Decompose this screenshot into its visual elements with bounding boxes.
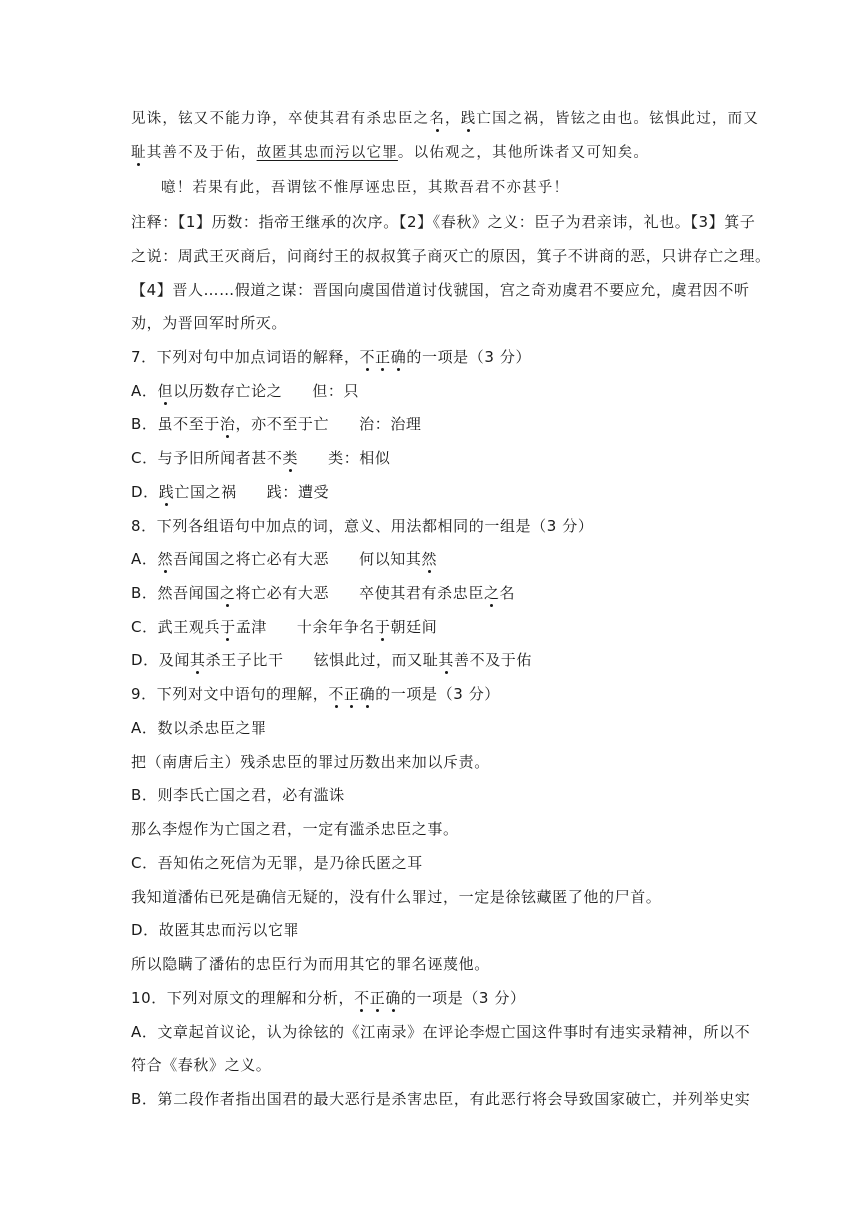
passage-paragraph-2: 噫！若果有此，吾谓铉不惟厚诬忠臣，其欺吾君不亦甚乎！ — [161, 180, 570, 196]
dotted-word: 治 — [219, 415, 236, 433]
option-text: 何以知其 — [359, 550, 422, 568]
option-gloss: 类：相似 — [328, 449, 391, 467]
notes-line-3: 【4】晋人……假道之谋：晋国向虞国借道讨伐虢国，宫之奇劝虞君不要应允，虞君因不听 — [131, 281, 750, 299]
option-text: 以历数存亡论之 — [173, 382, 283, 400]
question-9-option-c: C．吾知佑之死信为无罪，是乃徐氏匿之耳 — [131, 854, 423, 872]
option-text: 善不及于佑 — [454, 651, 533, 669]
option-text: 十余年争名 — [296, 618, 375, 636]
question-10-option-a-line-1: A．文章起首议论，认为徐铉的《江南录》在评论李煜亡国这件事时有违实录精神，所以不 — [131, 1023, 751, 1041]
notes-line-2: 之说：周武王灭商后，问商纣王的叔叔箕子商灭亡的原因，箕子不讲商的恶，只讲存亡之理。 — [131, 247, 771, 265]
option-text: 铉惧此过，而又耻 — [313, 651, 439, 669]
option-text: D． — [131, 483, 159, 501]
passage-text: ， — [445, 111, 461, 127]
dotted-word: 践 — [158, 483, 175, 501]
option-gloss: 但：只 — [312, 382, 360, 400]
question-7-stem — [131, 347, 741, 367]
dotted-word: 于 — [374, 618, 391, 636]
dotted-word: 不 — [354, 989, 370, 1007]
option-text: 亡国之祸 — [174, 483, 237, 501]
dotted-word: 确 — [359, 685, 376, 703]
dotted-word: 耻 — [131, 145, 147, 161]
notes-line-4: 劝，为晋回军时所灭。 — [131, 314, 288, 332]
option-text: 杀王子比干 — [205, 651, 284, 669]
question-9-option-a-explanation: 把（南唐后主）残杀忠臣的罪过历数出来加以斥责。 — [131, 753, 490, 771]
stem-text: 10．下列对原文的理解和分析， — [131, 989, 355, 1007]
question-9-option-c-explanation: 我知道潘佑已死是确信无疑的，没有什么罪过，一定是徐铉藏匿了他的尸首。 — [131, 888, 662, 906]
dotted-word: 践 — [460, 111, 477, 127]
option-text: 名 — [499, 584, 516, 602]
question-9-option-b-explanation: 那么李煜作为亡国之君，一定有滥杀忠臣之事。 — [131, 820, 459, 838]
option-text: A． — [131, 550, 158, 568]
question-8-option-b — [131, 583, 741, 603]
question-9-option-a: A．数以杀忠臣之罪 — [131, 719, 267, 737]
question-9-option-d-explanation: 所以隐瞒了潘佑的忠臣行为而用其它的罪名诬蔑他。 — [131, 955, 490, 973]
dotted-word: 于 — [220, 618, 236, 636]
option-text: B．然吾闻国 — [131, 584, 220, 602]
dotted-word: 其 — [438, 651, 454, 669]
passage-text: 。以佑观之，其他所诛者又可知矣。 — [397, 145, 650, 161]
dotted-word: 确 — [390, 348, 407, 366]
dotted-word: 但 — [157, 382, 174, 400]
dotted-word: 正 — [343, 685, 360, 703]
option-text: 将亡必有大恶 — [235, 584, 330, 602]
stem-text: 7．下列对句中加点词语的解释， — [131, 348, 360, 366]
option-text: B．虽不至于 — [131, 415, 220, 433]
dotted-word: 不 — [359, 348, 376, 366]
dotted-word: 不 — [328, 685, 344, 703]
option-text: 吾闻国之将亡必有大恶 — [173, 550, 330, 568]
question-8-stem: 8．下列各组语句中加点的词，意义、用法都相同的一组是（3 分） — [131, 517, 594, 535]
stem-text: 的一项是（3 分） — [375, 685, 500, 703]
passage-text: 亡国之祸，皆铉之由也。铉惧此过，而又 — [476, 111, 760, 127]
question-10-stem — [131, 988, 741, 1008]
option-text: ，亦不至于亡 — [235, 415, 330, 433]
option-text: C．武王观兵 — [131, 618, 221, 636]
question-10-option-b-line-1: B．第二段作者指出国君的最大恶行是杀害忠臣，有此恶行将会导致国家破亡，并列举史实 — [131, 1090, 751, 1108]
dotted-word: 正 — [375, 348, 391, 366]
dotted-word: 然 — [157, 550, 174, 568]
stem-text: 的一项是（3 分） — [400, 989, 526, 1007]
option-text: D．及闻 — [131, 651, 190, 669]
underlined-sentence: 故匿其忠而污以它罪 — [256, 145, 398, 161]
question-7-option-d — [131, 482, 741, 502]
passage-line-2 — [131, 143, 741, 163]
passage-line-1 — [131, 109, 760, 129]
question-9-option-d: D．故匿其忠而污以它罪 — [131, 921, 300, 939]
option-gloss: 践：遭受 — [266, 483, 330, 501]
question-7-option-b — [131, 414, 741, 434]
option-text: 卒使其君有杀忠臣 — [359, 584, 484, 602]
question-9-option-b: B．则李氏亡国之君，必有滥诛 — [131, 786, 345, 804]
dotted-word: 然 — [421, 550, 438, 568]
dotted-word: 名 — [429, 111, 446, 127]
passage-text: 见诛，铉又不能力诤，卒使其君有杀忠臣之 — [131, 111, 430, 127]
dotted-word: 正 — [369, 989, 386, 1007]
option-text: 朝廷间 — [390, 618, 438, 636]
stem-text: 的一项是（3 分） — [406, 348, 532, 366]
question-7-option-c — [131, 448, 741, 468]
dotted-word: 其 — [189, 651, 206, 669]
question-9-stem — [131, 684, 741, 704]
question-8-option-a — [131, 549, 741, 569]
question-8-option-d — [131, 650, 741, 670]
option-text: A． — [131, 382, 158, 400]
stem-text: 9．下列对文中语句的理解， — [131, 685, 329, 703]
question-10-option-a-line-2: 符合《春秋》之义。 — [131, 1056, 272, 1074]
dotted-word: 之 — [483, 584, 500, 602]
option-text: 孟津 — [235, 618, 267, 636]
option-gloss: 治：治理 — [359, 415, 422, 433]
question-8-option-c — [131, 617, 741, 637]
dotted-word: 之 — [219, 584, 236, 602]
option-text: C．与予旧所闻者甚不 — [131, 449, 283, 467]
passage-text: 其善不及于佑， — [146, 145, 257, 161]
dotted-word: 确 — [385, 989, 401, 1007]
notes-line-1: 注释：【1】历数：指帝王继承的次序。【2】《春秋》之义：臣子为君亲讳，礼也。【3】箕子 — [131, 213, 756, 231]
dotted-word: 类 — [282, 449, 299, 467]
question-7-option-a — [131, 381, 741, 401]
